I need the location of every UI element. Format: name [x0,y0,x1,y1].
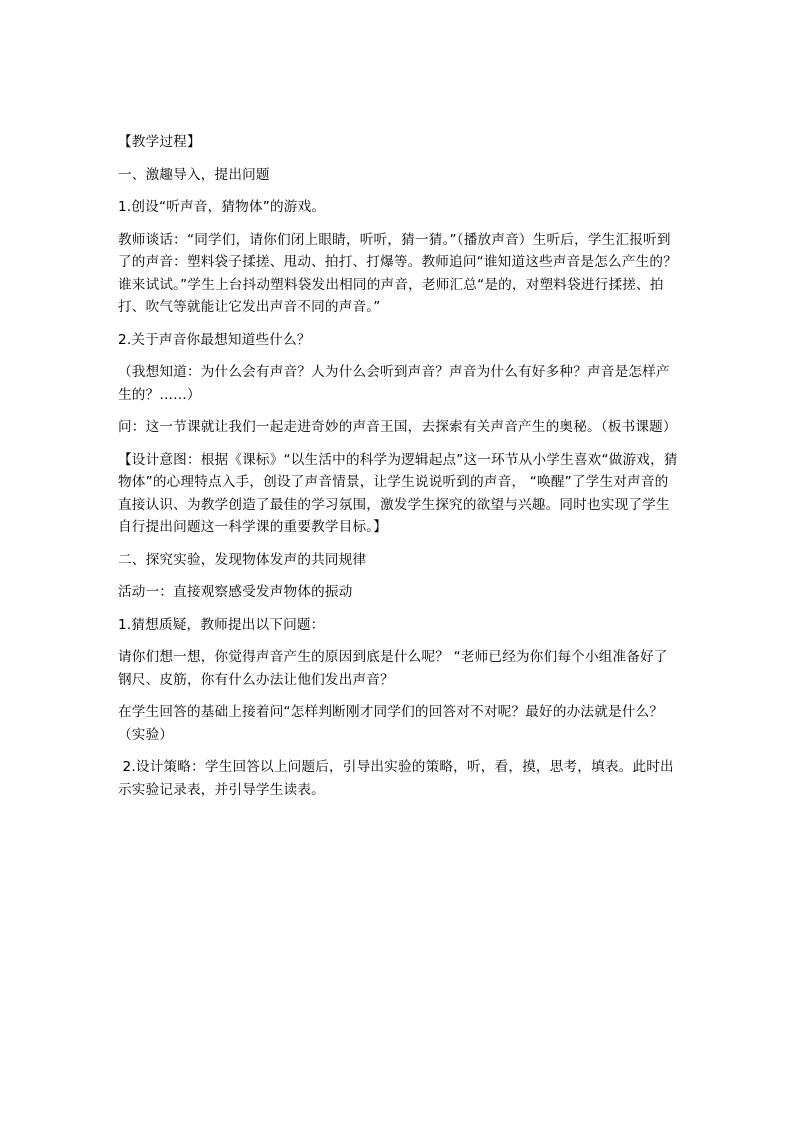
step-what-to-know: 2.关于声音你最想知道些什么？ [118,331,311,348]
paragraph-student-questions: （我想知道：为什么会有声音？人为什么会听到声音？声音为什么有好多种？声音是怎样产生的？……） [118,364,670,403]
section-heading-intro: 一、激趣导入，提出问题 [118,166,270,183]
document-body [118,131,678,811]
step-create-game: 1.创设“听声音，猜物体”的游戏。 [118,199,326,215]
paragraph-teacher-question: 请你们想一想，你觉得声音产生的原因到底是什么呢？ “老师已经为你们每个小组准备好了钢尺、皮筋，你有什么办法让他们发出声音？ [118,649,668,688]
step-guess-question: 1.猜想质疑，教师提出以下问题： [118,616,325,633]
step-design-strategy: 2.设计策略：学生回答以上问题后，引导出实验的策略，听，看，摸，思考，填表。此时出示实验记录表，并引导学生读表。 [118,759,674,798]
paragraph-follow-up-question: 在学生回答的基础上接着问“怎样判断刚才同学们的回答对不对呢？最好的办法就是什么？（实验） [118,704,664,743]
paragraph-lesson-topic: 问：这一节课就让我们一起走进奇妙的声音王国，去探索有关声音产生的奥秘。（板书课题） [118,419,677,435]
section-heading-teaching-process: 【教学过程】 [118,134,201,150]
paragraph-design-intent: 【设计意图：根据《课标》“以生活中的科学为逻辑起点”这一环节从小学生喜欢“做游戏，猜物体”的心理特点入手，创设了声音情景，让学生说说听到的声音， “唤醒”了学生对声音的直接认识、为教学创造了最佳的学习氛围，激发学生探究的欲望与兴趣。同时也实现了学生自行提出问题这一科学课的重要教学目标。】 [118,451,678,535]
section-heading-experiment: 二、探究实验，发现物体发声的共同规律 [118,551,367,568]
paragraph-teacher-talk: 教师谈话：“同学们，请你们闭上眼睛，听听，猜一猜。”（播放声音）生听后，学生汇报听到了的声音：塑料袋子揉搓、甩动、拍打、打爆等。教师追问“谁知道这些声音是怎么产生的？谁来试试。”学生上台抖动塑料袋发出相同的声音，老师汇总“是的，对塑料袋进行揉搓、拍打、吹气等就能让它发出声音不同的声音。” [118,231,677,315]
activity-one-heading: 活动一：直接观察感受发声物体的振动 [118,584,353,600]
